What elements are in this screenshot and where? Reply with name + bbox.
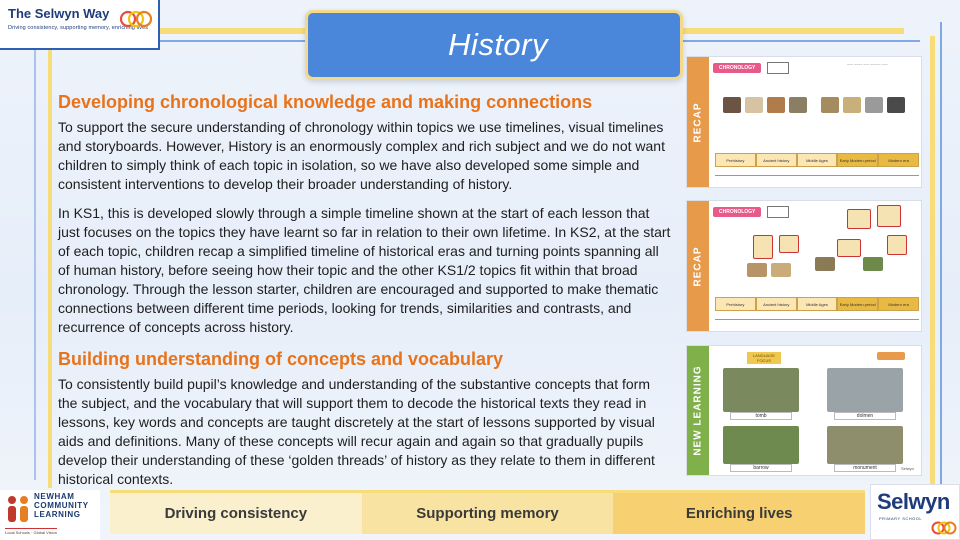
slide-credit: Selwyn <box>901 466 914 471</box>
topic-image <box>771 263 791 277</box>
recap-slide-thumbnail-2 <box>686 200 922 332</box>
frame-left-line <box>48 28 52 488</box>
rings-logo-icon <box>118 8 154 30</box>
mini-caption: ~~~ ~~~~ ~~~ ~~~~~ ~~~ <box>847 63 888 67</box>
newham-logo-text: NEWHAM COMMUNITY LEARNING <box>34 492 89 519</box>
paragraph-ks1-ks2: In KS1, this is developed slowly through a simple timeline shown at the start of each lesson that just focuses on the topics they have learnt so far in relation to their own lifetime. In KS2, at the start of each topic, children recap a simplified timeline of historical eras and turning points spanning all of human history, before seeing how their topic and the other KS1/2 topics fit within that broad chronology. Through the lesson starter, children are encouraged and supported to make thematic connections between different time periods, looking for trends, similarities and contrasts, and recurrence of concepts across history. <box>58 205 671 335</box>
artifact-image <box>843 97 861 113</box>
paragraph-chronology-intro: To support the secure understanding of chronology within topics we use timelines, visual timelines and storyboards. However, History is an enormously complex and rich subject and we do not want children to simply think of each topic in isolation, so we have also developed some simple and consistent interventions to develop their broader understanding of history. <box>58 119 665 192</box>
rings-logo-icon <box>931 519 957 537</box>
topic-card <box>837 239 861 257</box>
newham-community-learning-logo <box>0 490 100 540</box>
footer-driving-consistency: Driving consistency <box>110 493 362 534</box>
frame-right-blue-line <box>940 22 942 488</box>
newham-logo-tagline: Local Schools · Global Vision <box>5 530 57 535</box>
tomb-image <box>723 368 799 412</box>
topic-card <box>877 205 901 227</box>
topic-image <box>815 257 835 271</box>
topic-card <box>887 235 907 255</box>
page-title-banner <box>305 10 683 80</box>
section-heading-chronology: Developing chronological knowledge and making connections <box>58 92 593 112</box>
word-label-dolmen: dolmen <box>834 412 896 420</box>
new-learning-band: NEW LEARNING <box>687 346 709 475</box>
brand-title: The Selwyn Way <box>8 6 110 21</box>
mini-diagram-box <box>767 206 789 218</box>
footer-supporting-memory: Supporting memory <box>362 493 614 534</box>
recap-band: RECAP <box>687 201 709 331</box>
mini-diagram-box <box>767 62 789 74</box>
people-logo-icon <box>4 494 32 526</box>
barrow-image <box>723 426 799 464</box>
artifact-image <box>887 97 905 113</box>
page-title: History <box>448 27 548 62</box>
topic-card <box>753 235 773 259</box>
recap-slide-thumbnail-1 <box>686 56 922 188</box>
selwyn-logo-subtext: PRIMARY SCHOOL <box>879 516 923 521</box>
artifact-image <box>767 97 785 113</box>
selwyn-way-logo <box>0 0 160 50</box>
chronology-tag: CHRONOLOGY <box>713 207 761 217</box>
timeline-axis <box>715 175 919 176</box>
new-learning-slide-thumbnail <box>686 345 922 476</box>
topic-card <box>779 235 799 253</box>
dolmen-image <box>827 368 903 412</box>
topic-card <box>847 209 871 229</box>
frame-right-line <box>930 36 935 488</box>
slide-badge <box>877 352 905 360</box>
artifact-image <box>723 97 741 113</box>
word-label-tomb: tomb <box>730 412 792 420</box>
section-heading-concepts: Building understanding of concepts and vocabulary <box>58 349 504 369</box>
frame-left-blue-line <box>34 40 36 480</box>
paragraph-concepts: To consistently build pupil’s knowledge and understanding of the substantive concepts that form the subject, and the vocabulary that will support them to decode the historical texts they read in lessons, key words and concepts are taught discretely at the start of lessons supported by visual aids and definitions. Many of these concepts will recur again and again so that gradually pupils develop their understanding of these ‘golden threads’ of history as they relate to them in different historical contexts. <box>58 376 655 487</box>
topic-image <box>863 257 883 271</box>
topic-image <box>747 263 767 277</box>
selwyn-school-logo <box>870 484 960 540</box>
era-timeline: Prehistory Ancient history Middle Ages Early Modern period Modern era <box>715 297 919 311</box>
era-timeline: Prehistory Ancient history Middle Ages Early Modern period Modern era <box>715 153 919 167</box>
word-label-barrow: barrow <box>730 464 792 472</box>
footer-values-bar <box>110 490 865 534</box>
artifact-image <box>821 97 839 113</box>
selwyn-logo-text: Selwyn <box>877 489 950 514</box>
artifact-image <box>745 97 763 113</box>
footer-enriching-lives: Enriching lives <box>613 493 865 534</box>
word-label-monument: monument <box>834 464 896 472</box>
recap-band: RECAP <box>687 57 709 187</box>
artifact-image <box>865 97 883 113</box>
timeline-axis <box>715 319 919 320</box>
monument-image <box>827 426 903 464</box>
brand-tagline: Driving consistency, supporting memory, enriching lives <box>8 25 149 31</box>
chronology-tag: CHRONOLOGY <box>713 63 761 73</box>
artifact-image <box>789 97 807 113</box>
language-focus-tag: LANGUAGE FOCUS <box>747 352 781 364</box>
main-content <box>58 91 672 489</box>
